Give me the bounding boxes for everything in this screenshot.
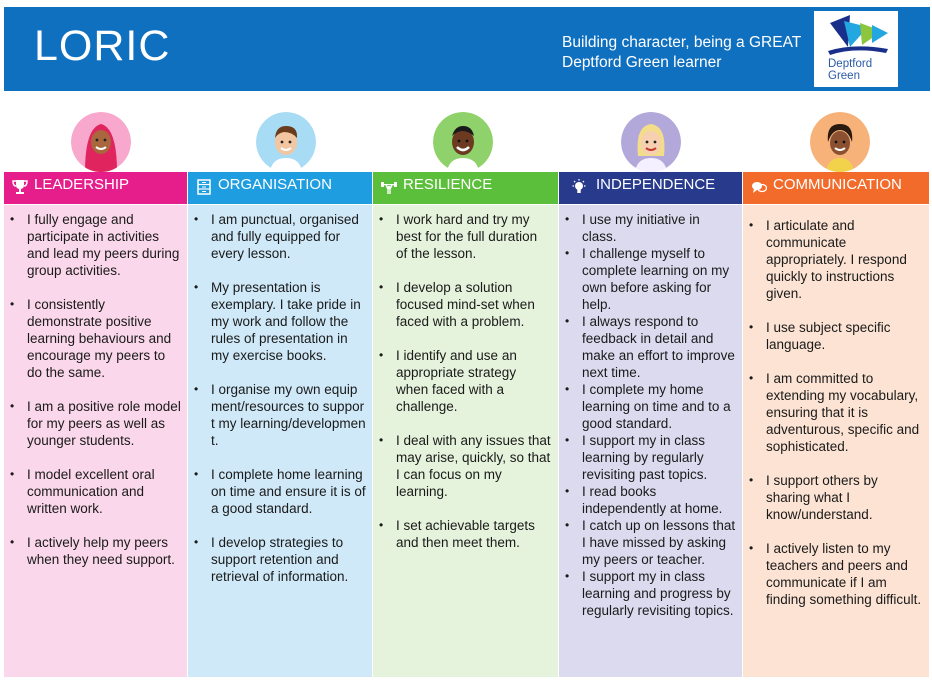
list-independence: [559, 211, 742, 619]
school-logo: [812, 9, 900, 89]
list-item: • I identify and use an appropriate strategy when faced with a challenge.: [373, 347, 558, 415]
cabinet-icon: [196, 179, 212, 195]
list-item: • I use subject specific language.: [743, 319, 929, 353]
column-communication: [743, 172, 929, 677]
list-resilience: [373, 211, 558, 551]
avatar-organisation: [256, 112, 316, 172]
body-resilience: [373, 205, 558, 677]
list-item: • I challenge myself to complete learning on my own before asking for help.: [559, 245, 742, 313]
list-item: • I fully engage and participate in activities and lead my peers during group activities.: [4, 211, 187, 279]
list-communication: [743, 217, 929, 608]
list-item: • I always respond to feedback in detail and make an effort to improve next time.: [559, 313, 742, 381]
list-item: • My presentation is exemplary. I take pride in my work and follow the rules of presentation in my exercise books.: [188, 279, 372, 364]
avatar-independence: [621, 112, 681, 172]
list-organisation: [188, 211, 372, 585]
list-item: • I read books independently at home.: [559, 483, 742, 517]
list-item: • I consistently demonstrate positive learning behaviours and encourage my peers to do the same.: [4, 296, 187, 381]
list-item: • I am punctual, organised and fully equipped for every lesson.: [188, 211, 372, 262]
column-independence: [559, 172, 742, 677]
list-item: • I model excellent oral communication and written work.: [4, 466, 187, 517]
logo-sail-icon: [814, 13, 902, 59]
list-item: • I complete home learning on time and ensure it is of a good standard.: [188, 466, 372, 517]
list-item: • I actively help my peers when they need support.: [4, 534, 187, 568]
avatar-leadership: [71, 112, 131, 172]
list-item: • I support my in class learning by regularly revisiting past topics.: [559, 432, 742, 483]
avatar-resilience: [433, 112, 493, 172]
list-item: • I develop a solution focused mind-set when faced with a problem.: [373, 279, 558, 330]
lightbulb-icon: [571, 179, 587, 195]
column-resilience: [373, 172, 558, 677]
speech-bubbles-icon: [751, 179, 767, 195]
list-item: • I actively listen to my teachers and peers and communicate if I am finding something difficult.: [743, 540, 929, 608]
header-label: INDEPENDENCE: [596, 176, 716, 193]
list-item: • I deal with any issues that may arise, quickly, so that I can focus on my learning.: [373, 432, 558, 500]
header-label: RESILIENCE: [403, 176, 493, 193]
body-leadership: [4, 205, 187, 677]
header-label: COMMUNICATION: [773, 176, 902, 193]
logo-text: Deptford Green: [828, 58, 873, 82]
list-item: • I use my initiative in class.: [559, 211, 742, 245]
header-communication: [743, 172, 929, 204]
weightlifter-icon: [381, 179, 397, 195]
list-leadership: [4, 211, 187, 568]
column-leadership: [4, 172, 187, 677]
header-label: LEADERSHIP: [34, 176, 130, 193]
header-label: ORGANISATION: [218, 176, 332, 193]
list-item: • I am committed to extending my vocabulary, ensuring that it is adventurous, specific and sophisticated.: [743, 370, 929, 455]
page-title: LORIC: [34, 22, 171, 70]
avatar-communication: [810, 112, 870, 172]
list-item: • I develop strategies to support retention and retrieval of information.: [188, 534, 372, 585]
body-independence: [559, 205, 742, 677]
list-item: • I support my in class learning and progress by regularly revisiting topics.: [559, 568, 742, 619]
list-item: • I work hard and try my best for the full duration of the lesson.: [373, 211, 558, 262]
body-communication: [743, 205, 929, 677]
header-independence: [559, 172, 742, 204]
list-item: • I organise my own equipment/resources to support my learning/development.: [188, 381, 372, 449]
tagline: Building character, being a GREAT Deptford Green learner: [562, 34, 801, 71]
list-item: • I articulate and communicate appropriately. I respond quickly to instructions given.: [743, 217, 929, 302]
header-leadership: [4, 172, 187, 204]
list-item: • I am a positive role model for my peers as well as younger students.: [4, 398, 187, 449]
list-item: • I support others by sharing what I know/understand.: [743, 472, 929, 523]
body-organisation: [188, 205, 372, 677]
column-organisation: [188, 172, 372, 677]
header-resilience: [373, 172, 558, 204]
list-item: • I catch up on lessons that I have missed by asking my peers or teacher.: [559, 517, 742, 568]
header-organisation: [188, 172, 372, 204]
list-item: • I set achievable targets and then meet them.: [373, 517, 558, 551]
list-item: • I complete my home learning on time and to a good standard.: [559, 381, 742, 432]
trophy-icon: [12, 179, 28, 195]
